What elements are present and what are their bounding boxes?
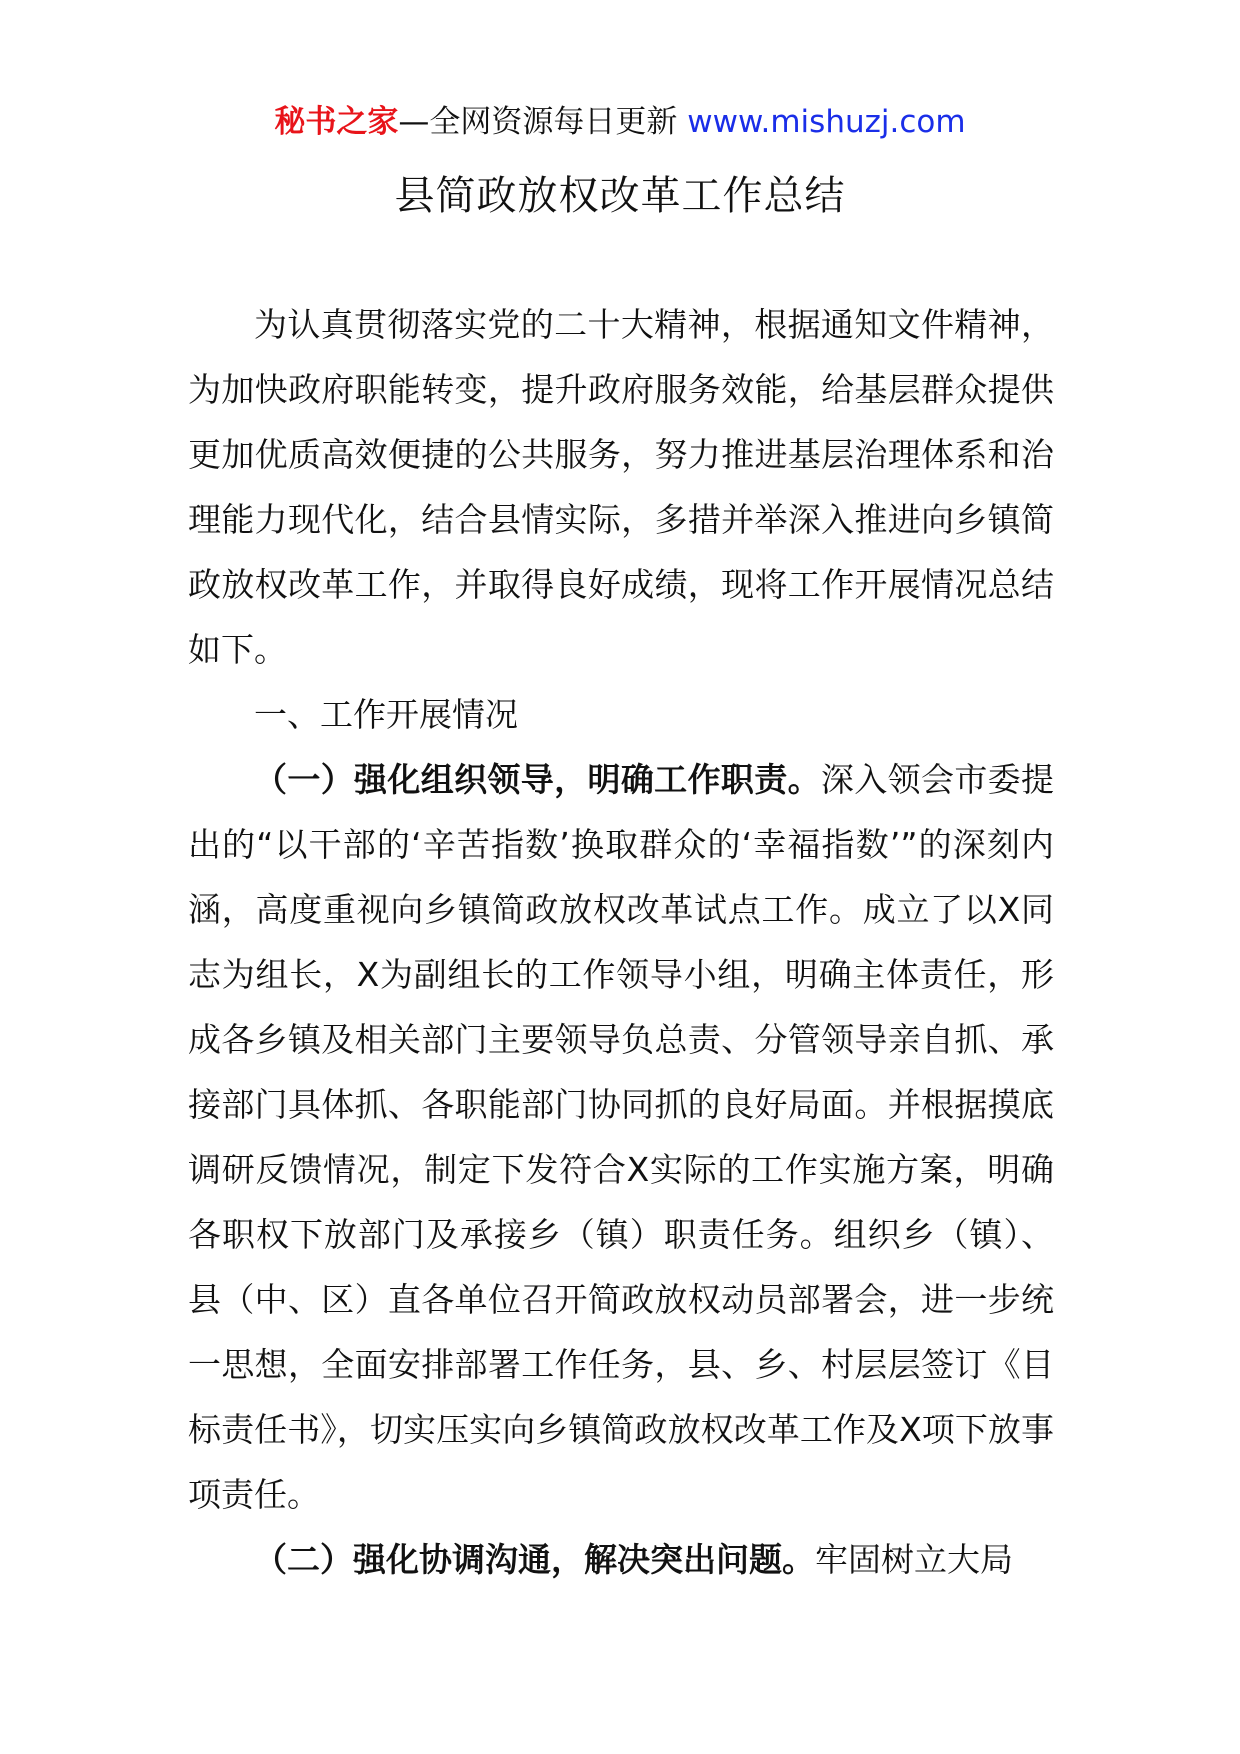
document-body — [188, 292, 1054, 1592]
section-heading: 一、工作开展情况 — [254, 695, 518, 734]
item-1-paragraph — [188, 747, 1054, 1527]
document-title: 县简政放权改革工作总结 — [394, 173, 846, 219]
intro-paragraph: 为认真贯彻落实党的二十大精神，根据通知文件精神，为加快政府职能转变，提升政府服务效能，给基层群众提供更加优质高效便捷的公共服务，努力推进基层治理体系和治理能力现代化，结合县情实际，多措并举深入推进向乡镇简政放权改革工作，并取得良好成绩，现将工作开展情况总结如下。 — [188, 305, 1054, 669]
site-header — [0, 100, 1240, 144]
site-url-link[interactable]: www.mishuzj.com — [687, 104, 966, 140]
item-2-body: 牢固树立大局 — [815, 1540, 1013, 1579]
item-2-heading: （二）强化协调沟通，解决突出问题。 — [254, 1540, 815, 1579]
item-1-heading: （一）强化组织领导，明确工作职责。 — [254, 760, 821, 799]
item-2-paragraph — [188, 1527, 1054, 1592]
header-tagline: —全网资源每日更新 — [398, 104, 678, 140]
brand-name: 秘书之家 — [274, 104, 399, 140]
item-1-body: 深入领会市委提出的“以干部的‘辛苦指数’换取群众的‘幸福指数’”的深刻内涵，高度重视向乡镇简政放权改革试点工作。成立了以X同志为组长，X为副组长的工作领导小组，明确主体责任，形成各乡镇及相关部门主要领导负总责、分管领导亲自抓、承接部门具体抓、各职能部门协同抓的良好局面。并根据摸底调研反馈情况，制定下发符合X实际的工作实施方案，明确各职权下放部门及承接乡（镇）职责任务。组织乡（镇）、县（中、区）直各单位召开简政放权动员部署会，进一步统一思想，全面安排部署工作任务，县、乡、村层层签订《目标责任书》，切实压实向乡镇简政放权改革工作及X项下放事项责任。 — [188, 760, 1055, 1514]
